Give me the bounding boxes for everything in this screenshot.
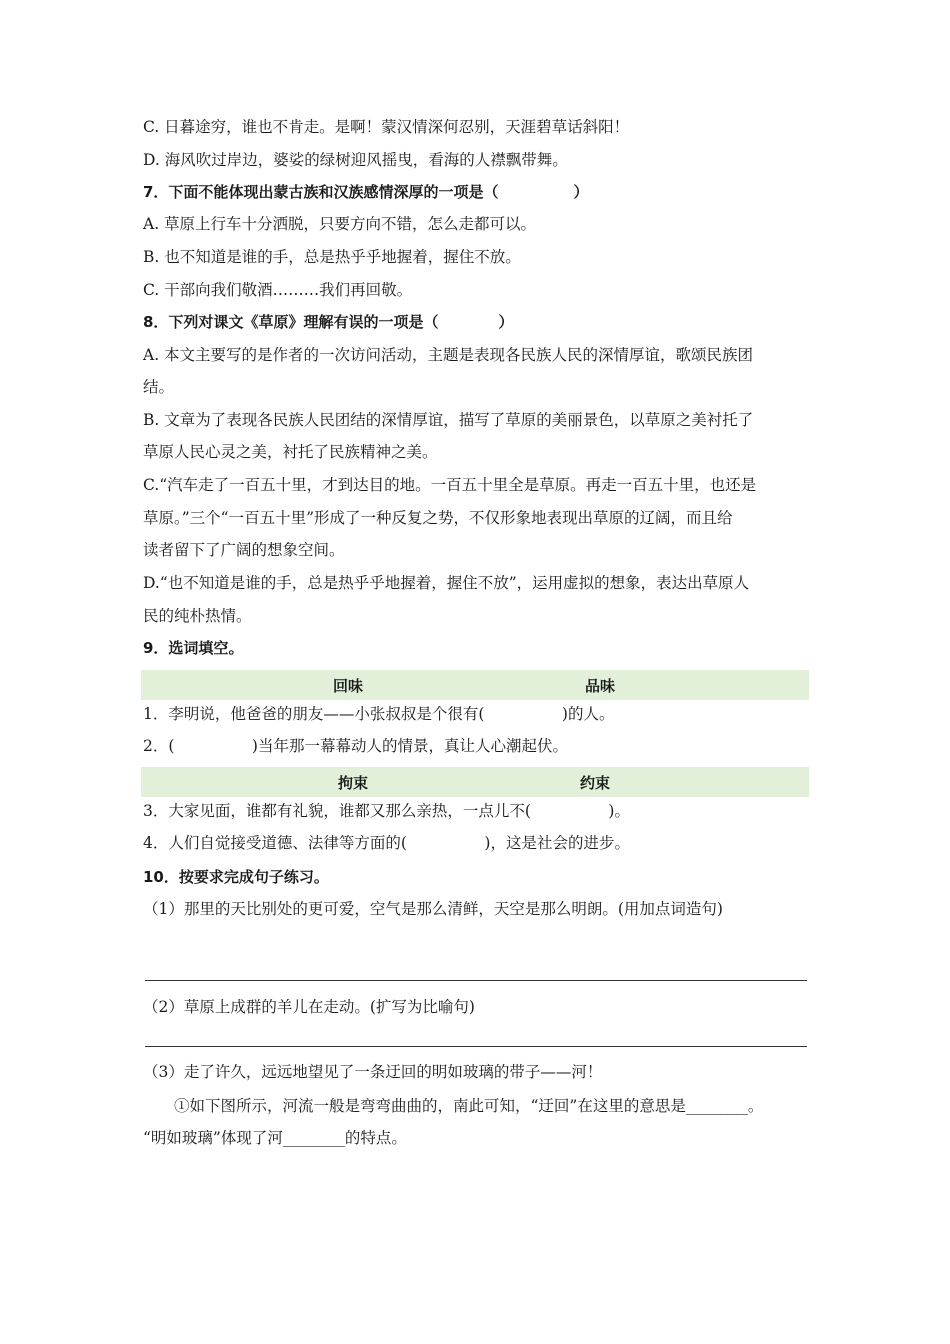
q8-option-b-line2: 草原人民心灵之美，衬托了民族精神之美。	[143, 443, 438, 461]
q7-option-a: A. 草原上行车十分洒脱，只要方向不错，怎么走都可以。	[143, 215, 537, 233]
q8-option-d-line1: D.“也不知道是谁的手，总是热乎乎地握着，握住不放”，运用虚拟的想象，表达出草原人	[143, 574, 750, 592]
q8-option-c-line2: 草原。”三个“一百五十里”形成了一种反复之势，不仅形象地表现出草原的辽阔，而且给	[143, 509, 733, 527]
q10-part-1: （1）那里的天比别处的更可爱，空气是那么清鲜，天空是那么明朗。(用加点词造句)	[143, 900, 723, 918]
q9-item-1: 1．李明说，他爸爸的朋友——小张叔叔是个很有( )的人。	[143, 705, 615, 723]
q9-item-3: 3．大家见面，谁都有礼貌，谁都又那么亲热，一点儿不( )。	[143, 802, 630, 820]
q8-option-b-line1: B. 文章为了表现各民族人民团结的深情厚谊，描写了草原的美丽景色，以草原之美衬托了	[143, 411, 754, 429]
q6-option-d: D. 海风吹过岸边，婆娑的绿树迎风摇曳，看海的人襟飘带舞。	[143, 151, 568, 169]
q10-part-3: （3）走了许久，远远地望见了一条迂回的明如玻璃的带子——河！	[143, 1063, 603, 1081]
word-bank-1	[141, 670, 809, 700]
answer-line-1[interactable]	[145, 980, 807, 981]
q8-option-a-line2: 结。	[143, 378, 175, 396]
answer-line-2[interactable]	[145, 1046, 807, 1047]
question-10-title: 10．按要求完成句子练习。	[143, 868, 329, 886]
q6-option-c: C. 日暮途穷，谁也不肯走。是啊！蒙汉情深何忍别，天涯碧草话斜阳！	[143, 118, 630, 136]
q10-part-2: （2）草原上成群的羊儿在走动。(扩写为比喻句)	[143, 998, 475, 1016]
q7-option-c: C. 干部向我们敬酒………我们再回敬。	[143, 281, 413, 299]
q8-option-a-line1: A. 本文主要写的是作者的一次访问活动，主题是表现各民族人民的深情厚谊，歌颂民族团	[143, 346, 754, 364]
word-bank-2-word-1: 拘束	[338, 774, 369, 792]
q8-option-d-line2: 民的纯朴热情。	[143, 607, 252, 625]
word-bank-2	[141, 767, 809, 797]
q10-part-3-sub-2: “明如玻璃”体现了河________的特点。	[143, 1129, 407, 1147]
q10-part-3-sub-1: ①如下图所示，河流一般是弯弯曲曲的，南此可知，“迂回”在这里的意思是________。	[143, 1097, 764, 1115]
q9-item-2: 2．( )当年那一幕幕动人的情景，真让人心潮起伏。	[143, 737, 568, 755]
q9-item-4: 4．人们自觉接受道德、法律等方面的( )，这是社会的进步。	[143, 834, 630, 852]
q8-option-c-line1: C.“汽车走了一百五十里，才到达目的地。一百五十里全是草原。再走一百五十里，也还是	[143, 476, 757, 494]
word-bank-2-word-2: 约束	[580, 774, 611, 792]
question-9-title: 9．选词填空。	[143, 639, 244, 657]
q8-option-c-line3: 读者留下了广阔的想象空间。	[143, 541, 345, 559]
word-bank-1-word-1: 回味	[333, 677, 364, 695]
word-bank-1-word-2: 品味	[585, 677, 616, 695]
question-8-title: 8．下列对课文《草原》理解有误的一项是（ ）	[143, 313, 514, 331]
question-7-title: 7．下面不能体现出蒙古族和汉族感情深厚的一项是（ ）	[143, 183, 589, 201]
q7-option-b: B. 也不知道是谁的手，总是热乎乎地握着，握住不放。	[143, 248, 521, 266]
